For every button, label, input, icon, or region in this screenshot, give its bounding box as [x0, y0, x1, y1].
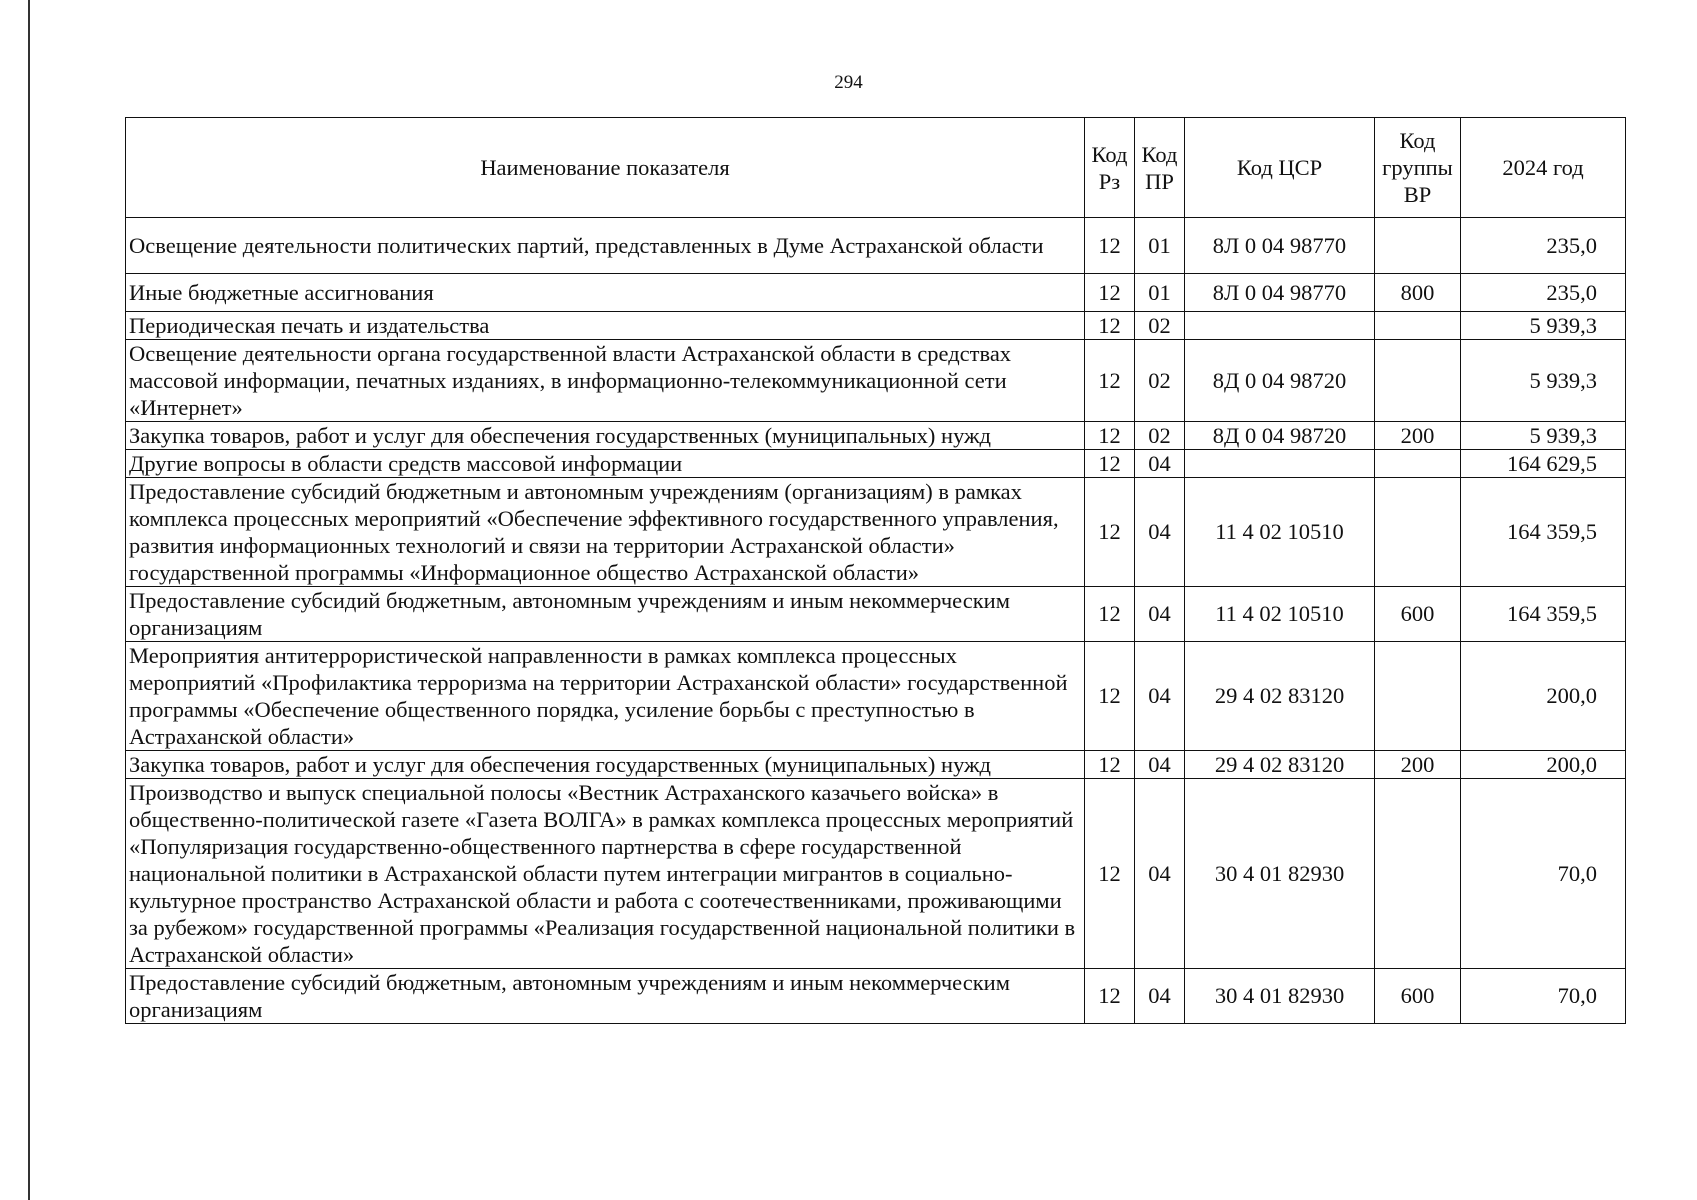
row-csr: 8Д 0 04 98720 — [1185, 422, 1375, 450]
budget-table — [125, 117, 1626, 1024]
row-name: Периодическая печать и издательства — [126, 312, 1085, 340]
table-header-row — [126, 118, 1626, 218]
row-rz: 12 — [1085, 422, 1135, 450]
header-name: Наименование показателя — [126, 118, 1085, 218]
row-amount: 164 359,5 — [1461, 587, 1626, 642]
table-row — [126, 450, 1626, 478]
row-name: Мероприятия антитеррористической направленности в рамках комплекса процессных мероприятий «Профилактика терроризма на территории Астраханской области» государственной программы «Обеспечение общественного порядка, усиление борьбы с преступностью в Астраханской области» — [126, 642, 1085, 751]
table-row — [126, 422, 1626, 450]
header-rz: Код Рз — [1085, 118, 1135, 218]
table-row — [126, 274, 1626, 312]
row-vr: 600 — [1375, 969, 1461, 1024]
row-rz: 12 — [1085, 340, 1135, 422]
row-amount: 5 939,3 — [1461, 422, 1626, 450]
row-rz: 12 — [1085, 450, 1135, 478]
table-row — [126, 779, 1626, 969]
row-csr: 30 4 01 82930 — [1185, 779, 1375, 969]
row-vr — [1375, 642, 1461, 751]
row-amount: 5 939,3 — [1461, 312, 1626, 340]
row-amount: 70,0 — [1461, 969, 1626, 1024]
row-rz: 12 — [1085, 642, 1135, 751]
row-csr: 11 4 02 10510 — [1185, 587, 1375, 642]
row-rz: 12 — [1085, 218, 1135, 274]
row-amount: 164 359,5 — [1461, 478, 1626, 587]
row-csr — [1185, 450, 1375, 478]
row-pr: 04 — [1135, 478, 1185, 587]
row-amount: 235,0 — [1461, 274, 1626, 312]
row-vr — [1375, 312, 1461, 340]
row-vr — [1375, 779, 1461, 969]
row-vr: 800 — [1375, 274, 1461, 312]
row-csr: 11 4 02 10510 — [1185, 478, 1375, 587]
header-csr: Код ЦСР — [1185, 118, 1375, 218]
row-pr: 04 — [1135, 779, 1185, 969]
page-number: 294 — [834, 72, 863, 93]
row-name: Предоставление субсидий бюджетным, автономным учреждениям и иным некоммерческим организациям — [126, 969, 1085, 1024]
row-vr: 200 — [1375, 422, 1461, 450]
row-rz: 12 — [1085, 751, 1135, 779]
row-name: Предоставление субсидий бюджетным и автономным учреждениям (организациям) в рамках комплекса процессных мероприятий «Обеспечение эффективного государственного управления, развития информационных технологий и связи на территории Астраханской области» государственной программы «Информационное общество Астраханской области» — [126, 478, 1085, 587]
row-csr: 8Л 0 04 98770 — [1185, 218, 1375, 274]
row-pr: 02 — [1135, 340, 1185, 422]
row-rz: 12 — [1085, 274, 1135, 312]
row-vr — [1375, 478, 1461, 587]
row-vr: 200 — [1375, 751, 1461, 779]
row-pr: 04 — [1135, 969, 1185, 1024]
table-row — [126, 218, 1626, 274]
row-name: Предоставление субсидий бюджетным, автономным учреждениям и иным некоммерческим организациям — [126, 587, 1085, 642]
row-pr: 01 — [1135, 218, 1185, 274]
table-row — [126, 587, 1626, 642]
row-amount: 200,0 — [1461, 751, 1626, 779]
header-vr: Код группы ВР — [1375, 118, 1461, 218]
row-name: Закупка товаров, работ и услуг для обеспечения государственных (муниципальных) нужд — [126, 751, 1085, 779]
row-amount: 164 629,5 — [1461, 450, 1626, 478]
row-pr: 02 — [1135, 312, 1185, 340]
row-csr: 29 4 02 83120 — [1185, 751, 1375, 779]
table-row — [126, 478, 1626, 587]
row-amount: 235,0 — [1461, 218, 1626, 274]
row-name: Иные бюджетные ассигнования — [126, 274, 1085, 312]
row-csr: 8Л 0 04 98770 — [1185, 274, 1375, 312]
row-vr — [1375, 450, 1461, 478]
row-rz: 12 — [1085, 478, 1135, 587]
row-name: Закупка товаров, работ и услуг для обеспечения государственных (муниципальных) нужд — [126, 422, 1085, 450]
header-pr: Код ПР — [1135, 118, 1185, 218]
row-csr: 8Д 0 04 98720 — [1185, 340, 1375, 422]
row-amount: 70,0 — [1461, 779, 1626, 969]
row-csr — [1185, 312, 1375, 340]
table-row — [126, 642, 1626, 751]
binding-edge-line — [28, 0, 30, 1200]
row-csr: 30 4 01 82930 — [1185, 969, 1375, 1024]
row-pr: 04 — [1135, 450, 1185, 478]
row-pr: 04 — [1135, 642, 1185, 751]
row-rz: 12 — [1085, 779, 1135, 969]
row-name: Освещение деятельности политических партий, представленных в Думе Астраханской области — [126, 218, 1085, 274]
header-year: 2024 год — [1461, 118, 1626, 218]
table-row — [126, 312, 1626, 340]
row-pr: 04 — [1135, 751, 1185, 779]
row-rz: 12 — [1085, 969, 1135, 1024]
row-pr: 02 — [1135, 422, 1185, 450]
row-pr: 04 — [1135, 587, 1185, 642]
row-name: Освещение деятельности органа государственной власти Астраханской области в средствах массовой информации, печатных изданиях, в информационно-телекоммуникационной сети «Интернет» — [126, 340, 1085, 422]
row-vr — [1375, 340, 1461, 422]
row-amount: 200,0 — [1461, 642, 1626, 751]
row-vr: 600 — [1375, 587, 1461, 642]
table-row — [126, 969, 1626, 1024]
row-rz: 12 — [1085, 587, 1135, 642]
row-pr: 01 — [1135, 274, 1185, 312]
row-name: Другие вопросы в области средств массовой информации — [126, 450, 1085, 478]
table-row — [126, 340, 1626, 422]
row-amount: 5 939,3 — [1461, 340, 1626, 422]
row-rz: 12 — [1085, 312, 1135, 340]
table-row — [126, 751, 1626, 779]
row-vr — [1375, 218, 1461, 274]
row-csr: 29 4 02 83120 — [1185, 642, 1375, 751]
row-name: Производство и выпуск специальной полосы «Вестник Астраханского казачьего войска» в общественно-политической газете «Газета ВОЛГА» в рамках комплекса процессных мероприятий «Популяризация государственно-общественного партнерства в сфере государственной национальной политики в Астраханской области путем интеграции мигрантов в социально-культурное пространство Астраханской области и работа с соотечественниками, проживающими за рубежом» государственной программы «Реализация государственной национальной политики в Астраханской области» — [126, 779, 1085, 969]
